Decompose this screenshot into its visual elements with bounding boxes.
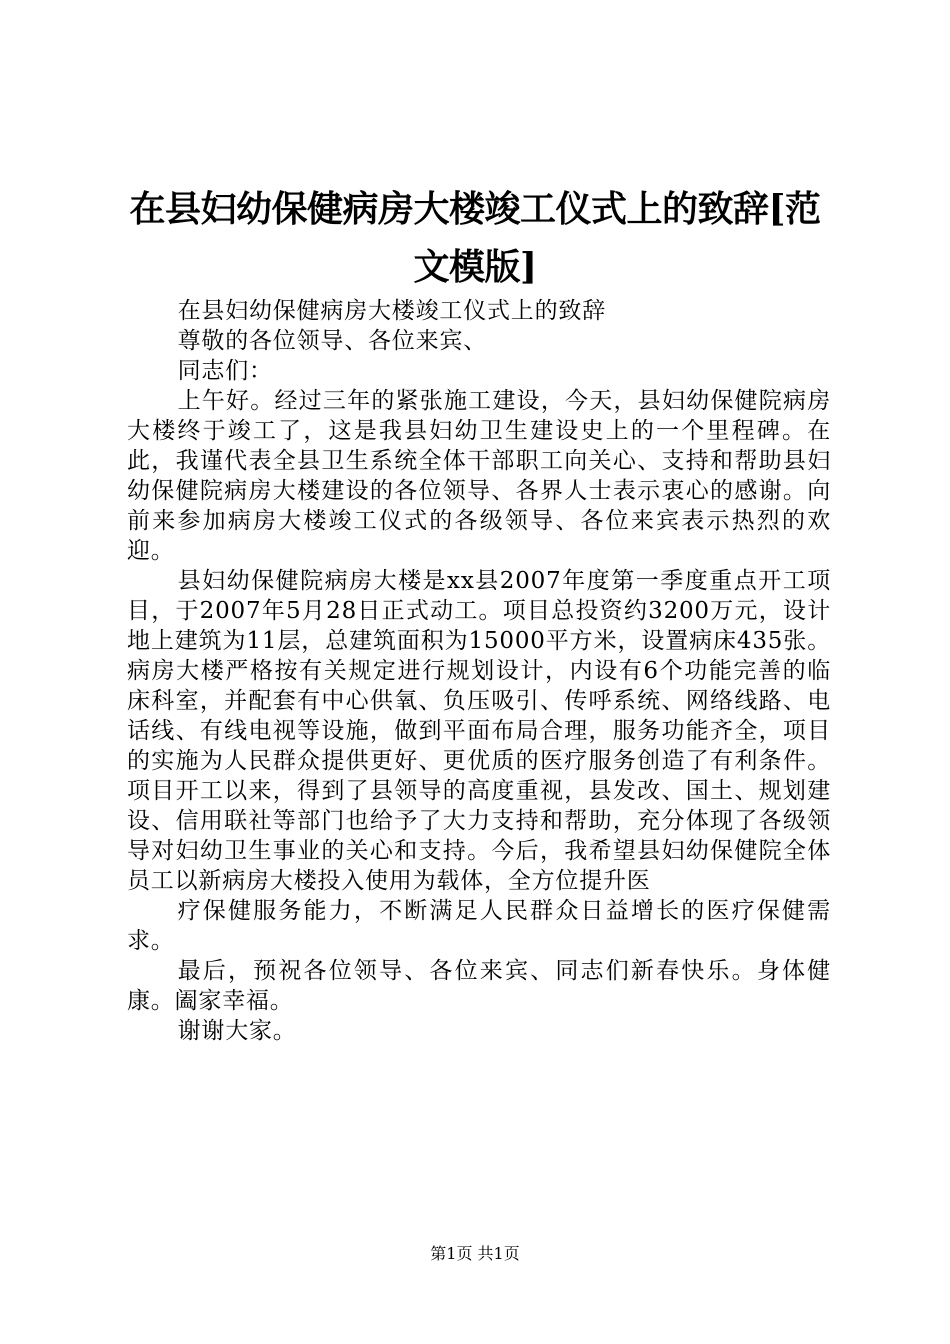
body-paragraph: 县妇幼保健院病房大楼是xx县2007年度第一季度重点开工项目，于2007年5月28日正式动工。项目总投资约3200万元，设计地上建筑为11层，总建筑面积为15000平方米，设置病床435张。病房大楼严格按有关规定进行规划设计，内设有6个功能完善的临床科室，并配套有中心供氧、负压吸引、传呼系统、网络线路、电话线、有线电视等设施，做到平面布局合理，服务功能齐全，项目的实施为人民群众提供更好、更优质的医疗服务创造了有利条件。项目开工以来，得到了县领导的高度重视，县发改、国土、规划建设、信用联社等部门也给予了大力支持和帮助，充分体现了各级领导对妇幼卫生事业的关心和支持。今后，我希望县妇幼保健院全体员工以新病房大楼投入使用为载体，全方位提升医 [127,568,831,894]
body-paragraph: 最后，预祝各位领导、各位来宾、同志们新春快乐。身体健康。阖家幸福。 [127,958,831,1014]
subtitle-paragraph: 在县妇幼保健病房大楼竣工仪式上的致辞 [177,298,606,324]
body-paragraph: 疗保健服务能力，不断满足人民群众日益增长的医疗保健需求。 [127,898,831,954]
page-footer: 第1页 共1页 [430,1244,520,1263]
salutation-paragraph: 同志们： [177,358,273,384]
document-body [127,296,831,1046]
body-paragraph: 上午好。经过三年的紧张施工建设，今天，县妇幼保健院病房大楼终于竣工了，这是我县妇幼卫生建设史上的一个里程碑。在此，我谨代表全县卫生系统全体干部职工向关心、支持和帮助县妇幼保健院病房大楼建设的各位领导、各界人士表示衷心的感谢。向前来参加病房大楼竣工仪式的各级领导、各位来宾表示热烈的欢迎。 [127,388,831,564]
document-title: 在县妇幼保健病房大楼竣工仪式上的致辞[范文模版] [129,188,821,288]
closing-paragraph: 谢谢大家。 [177,1018,297,1044]
salutation-paragraph: 尊敬的各位领导、各位来宾、 [177,328,487,354]
